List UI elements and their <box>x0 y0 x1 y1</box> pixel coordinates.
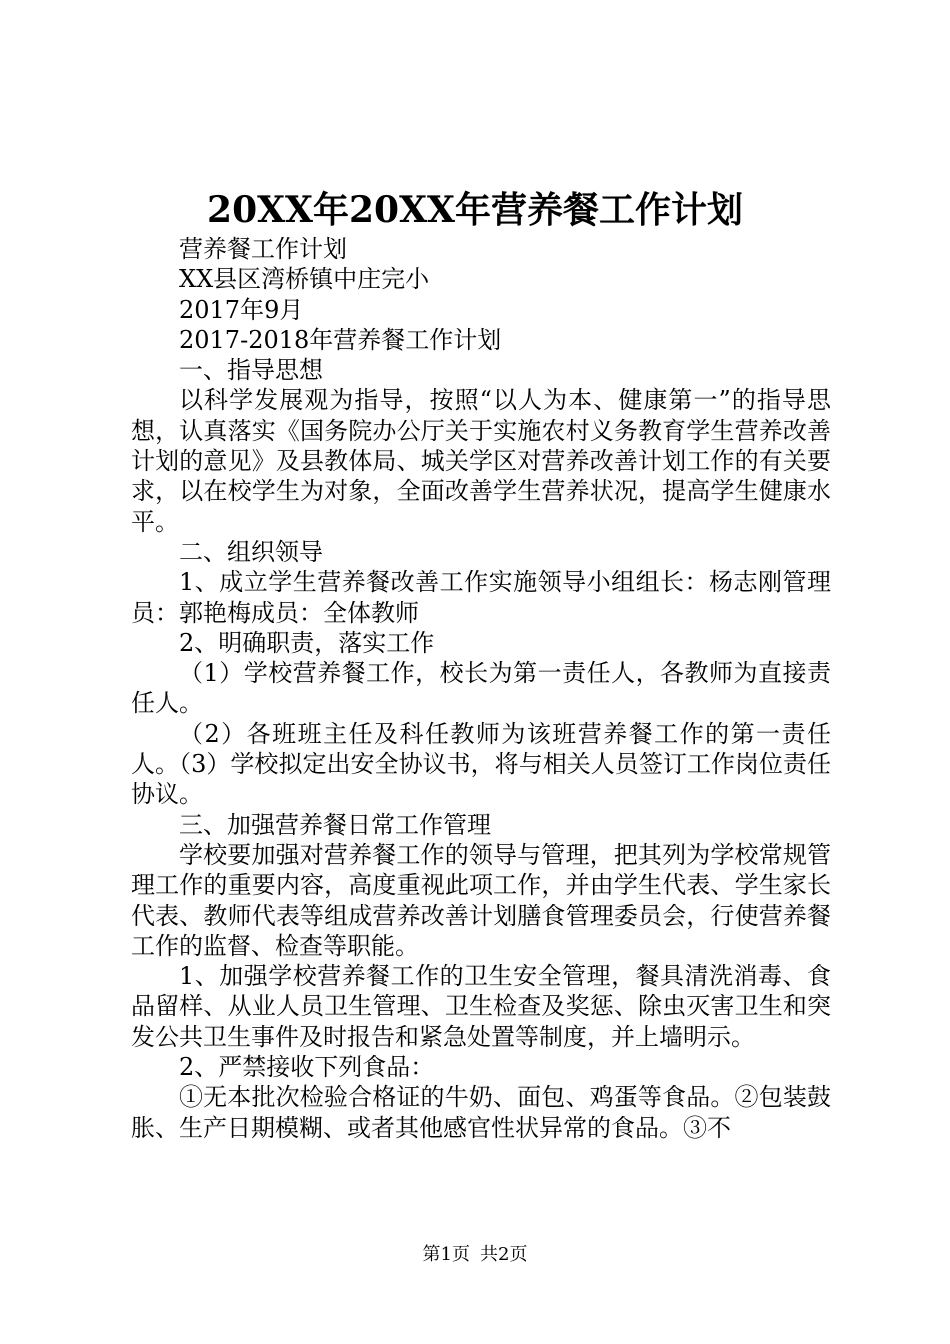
paragraph: 以科学发展观为指导，按照“以人为本、健康第一”的指导思想，认真落实《国务院办公厅关于实施农村义务教育学生营养改善计划的意见》及县教体局、城关学区对营养改善计划工作的有关要求，以在校学生为对象，全面改善学生营养状况，提高学生健康水平。 <box>131 386 831 536</box>
paragraph: （1）学校营养餐工作，校长为第一责任人，各教师为直接责任人。 <box>131 659 831 718</box>
paragraph: 2、明确职责，落实工作 <box>179 628 435 657</box>
paragraph: 营养餐工作计划 <box>179 235 347 263</box>
document-title: 20XX年20XX年营养餐工作计划 <box>207 189 743 231</box>
paragraph: 1、成立学生营养餐改善工作实施领导小组组长：杨志刚管理员：郭艳梅成员：全体教师 <box>131 568 831 627</box>
paragraph: （2）各班班主任及科任教师为该班营养餐工作的第一责任人。（3）学校拟定出安全协议书，将与相关人员签订工作岗位责任协议。 <box>131 719 831 809</box>
page-footer <box>0 1243 950 1267</box>
section-heading: 三、加强营养餐日常工作管理 <box>179 810 491 839</box>
paragraph: 1、加强学校营养餐工作的卫生安全管理，餐具清洗消毒、食品留样、从业人员卫生管理、卫生检查及奖惩、除虫灭害卫生和突发公共卫生事件及时报告和紧急处置等制度，并上墙明示。 <box>131 962 831 1051</box>
section-heading: 一、指导思想 <box>179 356 323 385</box>
section-heading: 二、组织领导 <box>179 537 323 566</box>
page-number: 第1页 <box>422 1244 470 1265</box>
document-body <box>131 234 831 1143</box>
paragraph: 2017-2018年营养餐工作计划 <box>179 325 502 354</box>
page-total: 共2页 <box>480 1244 528 1265</box>
paragraph: ①无本批次检验合格证的牛奶、面包、鸡蛋等食品。②包装鼓胀、生产日期模糊、或者其他感官性状异常的食品。③不 <box>131 1083 831 1142</box>
paragraph: 2、严禁接收下列食品： <box>179 1053 435 1082</box>
paragraph: 学校要加强对营养餐工作的领导与管理，把其列为学校常规管理工作的重要内容，高度重视此项工作，并由学生代表、学生家长代表、教师代表等组成营养改善计划膳食管理委员会，行使营养餐工作的监督、检查等职能。 <box>131 840 831 960</box>
paragraph: 2017年9月 <box>179 295 304 324</box>
paragraph: XX县区湾桥镇中庄完小 <box>179 265 430 294</box>
